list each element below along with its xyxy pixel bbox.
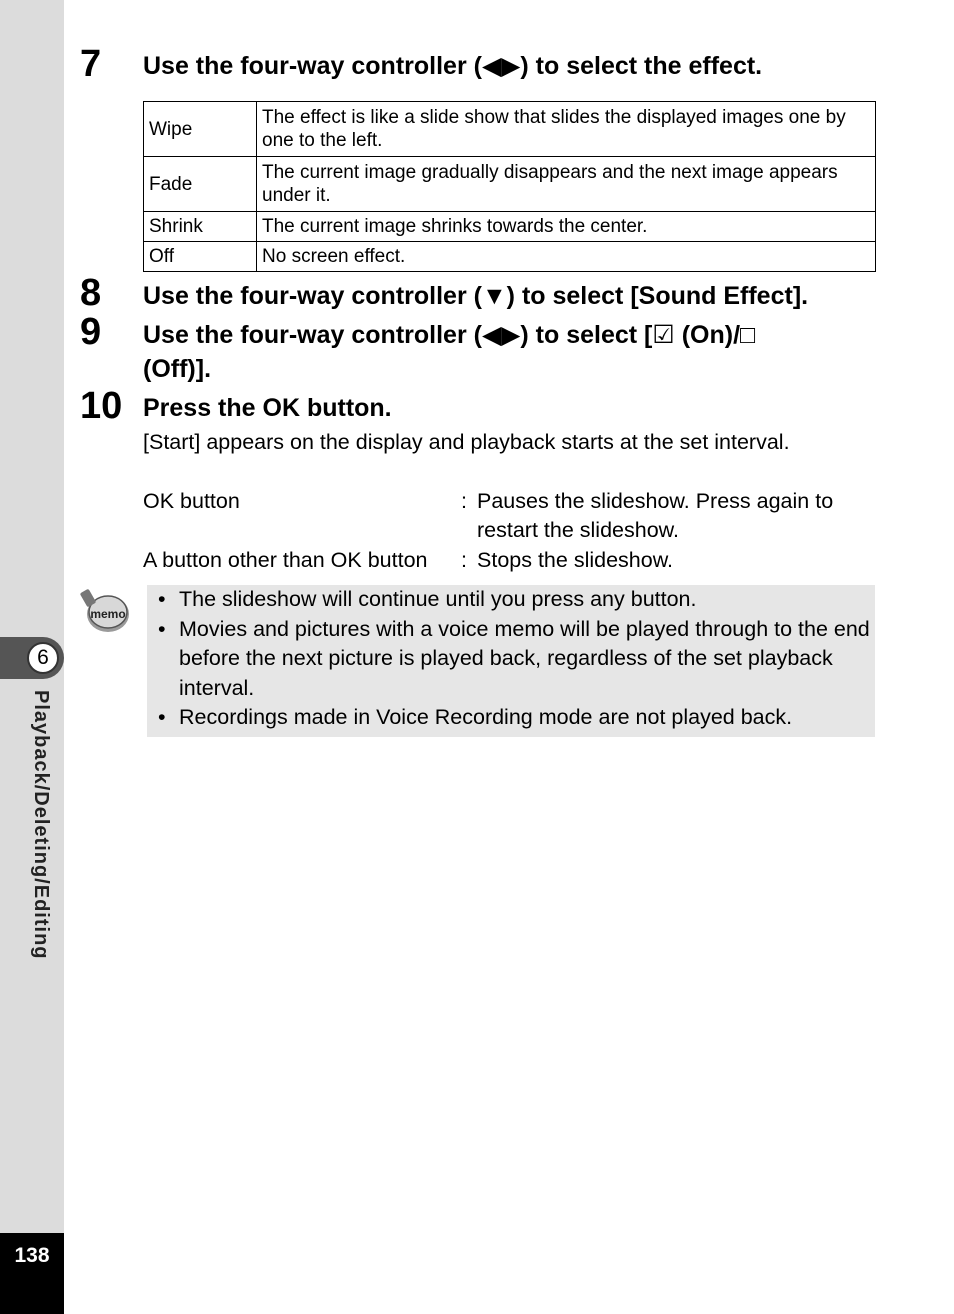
memo-item-text: Recordings made in Voice Recording mode are not played back.	[179, 705, 793, 729]
step-9-heading-line1: Use the four-way controller (◀▶) to select [☑ (On)/□	[143, 321, 756, 349]
memo-item-text: The slideshow will continue until you press any button.	[179, 587, 697, 611]
step-7-number: 7	[80, 43, 102, 85]
bullet: •	[158, 705, 166, 729]
table-row	[144, 157, 876, 212]
action-colon: :	[461, 548, 467, 572]
step-10-heading: Press the OK button.	[143, 394, 392, 422]
action-key: OK button	[143, 489, 240, 513]
table-row	[144, 242, 876, 272]
step-9-number: 9	[80, 311, 102, 353]
action-value: Pauses the slideshow. Press again to restart the slideshow.	[477, 489, 834, 542]
bullet: •	[158, 616, 166, 641]
chapter-title: Playback/Deleting/Editing	[30, 690, 52, 960]
step-7-heading: Use the four-way controller (◀▶) to select the effect.	[143, 52, 763, 80]
action-value: Stops the slideshow.	[477, 548, 674, 572]
list-item	[158, 615, 870, 704]
page-number: 138	[14, 1244, 50, 1267]
table-row	[144, 102, 876, 157]
step-10-body: [Start] appears on the display and playback starts at the set interval.	[143, 430, 790, 454]
action-key: A button other than OK button	[143, 548, 428, 572]
effect-description: The current image shrinks towards the center.	[257, 212, 876, 242]
effect-name: Fade	[144, 157, 257, 212]
effect-name: Shrink	[144, 212, 257, 242]
action-colon: :	[461, 489, 467, 513]
list-item	[158, 585, 870, 615]
step-8-number: 8	[80, 272, 102, 314]
effects-table	[143, 101, 876, 272]
effect-name: Wipe	[144, 102, 257, 157]
chapter-number: 6	[27, 642, 59, 674]
step-9-heading-line2: (Off)].	[143, 355, 212, 383]
effect-description: The effect is like a slide show that slides the displayed images one by one to the left.	[257, 102, 876, 157]
memo-item-text: Movies and pictures with a voice memo will be played through to the end before the next picture is played back, regardless of the set playback interval.	[179, 616, 870, 700]
bullet: •	[158, 587, 166, 611]
step-8-heading: Use the four-way controller (▼) to select [Sound Effect].	[143, 282, 809, 310]
table-row	[144, 212, 876, 242]
memo-list	[158, 585, 870, 733]
effect-description: The current image gradually disappears and the next image appears under it.	[257, 157, 876, 212]
effect-description: No screen effect.	[257, 242, 876, 272]
effect-name: Off	[144, 242, 257, 272]
memo-icon-label: memo	[90, 607, 126, 621]
list-item	[158, 703, 870, 733]
step-10-number: 10	[80, 385, 123, 427]
memo-icon	[80, 588, 132, 634]
